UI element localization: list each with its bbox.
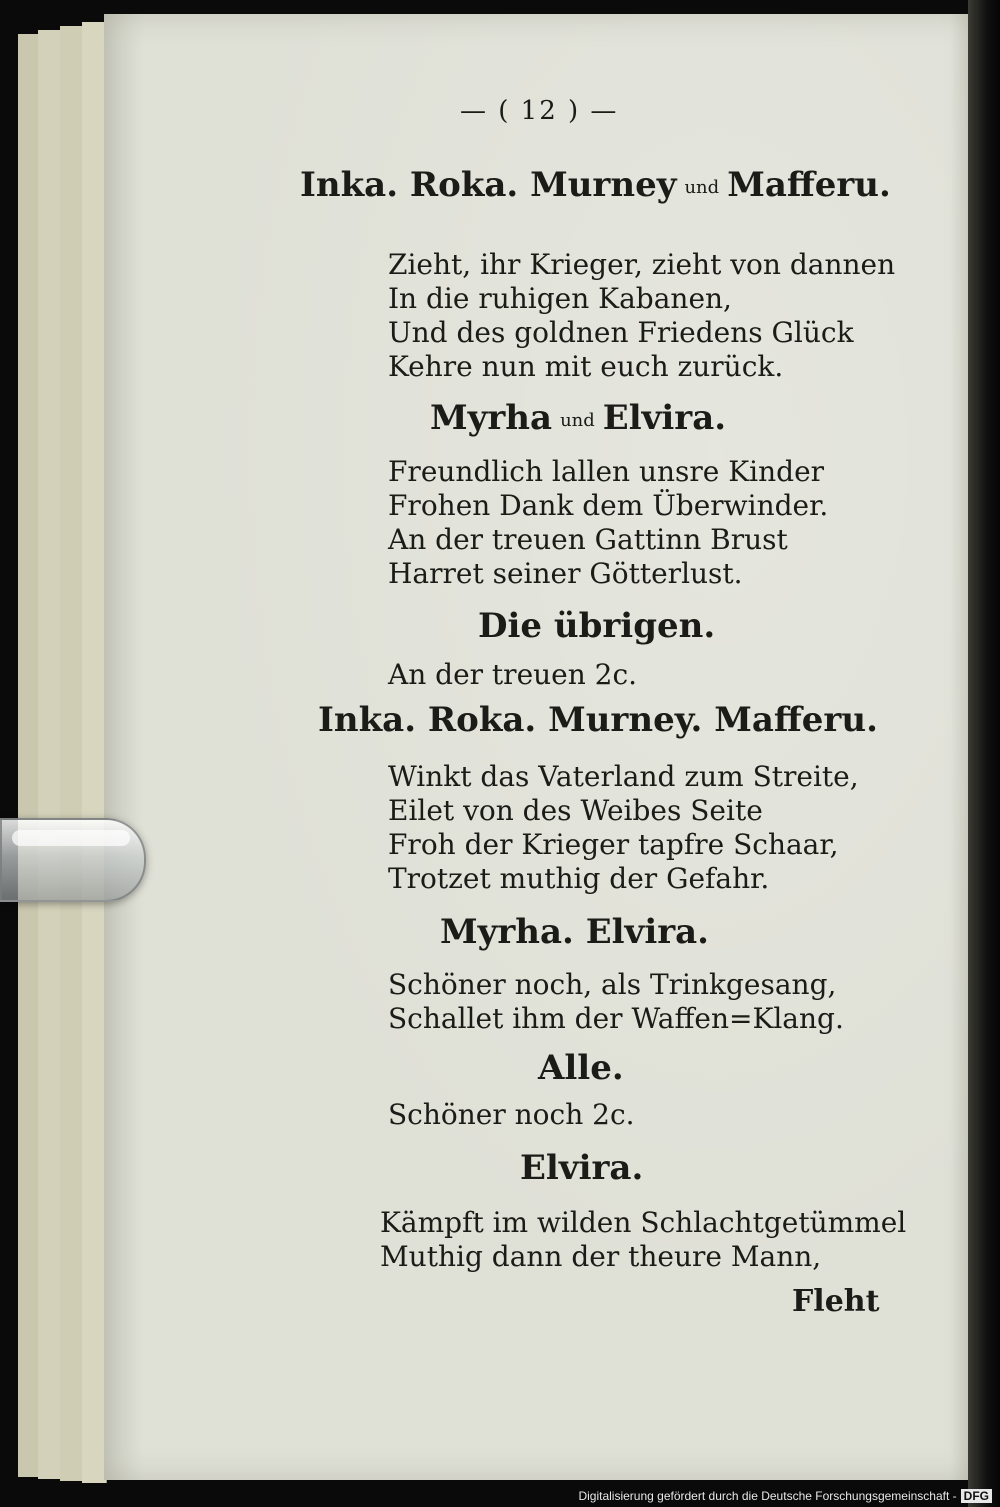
speaker-names: Myrha. Elvira. [440, 912, 710, 952]
speaker-heading [538, 1048, 624, 1088]
verse-line: Schöner noch 2c. [388, 1098, 635, 1131]
verse-line: Freundlich lallen unsre Kinder [388, 455, 825, 488]
speaker-names: Myrha [430, 398, 553, 438]
speaker-heading [430, 398, 726, 438]
speaker-heading [520, 1148, 643, 1188]
page-number: — ( 12 ) — [460, 96, 619, 126]
footer-credit [578, 1489, 992, 1503]
verse-line: Schallet ihm der Waffen=Klang. [388, 1002, 844, 1035]
speaker-heading [440, 912, 709, 952]
speaker-heading [478, 606, 715, 646]
verse-stanza [388, 455, 828, 591]
verse-line: In die ruhigen Kabanen, [388, 282, 732, 315]
verse-stanza [388, 1098, 635, 1132]
verse-stanza [388, 248, 895, 384]
verse-line: Eilet von des Weibes Seite [388, 794, 763, 827]
verse-line: Frohen Dank dem Überwinder. [388, 489, 829, 522]
verse-line: Harret seiner Götterlust. [388, 557, 743, 590]
speaker-names: Alle. [538, 1048, 624, 1088]
verse-line: Schöner noch, als Trinkgesang, [388, 968, 837, 1001]
dfg-logo: DFG [961, 1489, 992, 1503]
speaker-conjunction: und [560, 409, 595, 431]
verse-line: Muthig dann der theure Mann, [380, 1240, 822, 1273]
speaker-names: Inka. Roka. Murney. Mafferu. [318, 700, 878, 740]
page-edge [18, 34, 39, 1477]
speaker-conjunction: und [684, 176, 720, 198]
verse-line: Zieht, ihr Krieger, zieht von dannen [388, 248, 896, 281]
verse-line: An der treuen 2c. [388, 658, 638, 691]
speaker-names: Inka. Roka. Murney [300, 165, 677, 205]
page-edge [38, 30, 61, 1479]
speaker-names: Die übrigen. [478, 606, 716, 646]
verse-line: Kehre nun mit euch zurück. [388, 350, 784, 383]
verse-line: Froh der Krieger tapfre Schaar, [388, 828, 839, 861]
speaker-names: Elvira. [520, 1148, 644, 1188]
catchword: Fleht [792, 1284, 880, 1319]
verse-stanza [388, 658, 637, 692]
footer-credit-text: Digitalisierung gefördert durch die Deutsche Forschungsgemeinschaft - [578, 1489, 957, 1503]
verse-stanza [388, 760, 859, 896]
verse-line: Kämpft im wilden Schlachtgetümmel [380, 1206, 907, 1239]
verse-line: Winkt das Vaterland zum Streite, [388, 760, 859, 793]
speaker-heading [300, 165, 891, 205]
speaker-heading [318, 700, 878, 740]
page-edge [60, 26, 83, 1481]
speaker-names: Mafferu. [727, 165, 891, 205]
verse-line: Und des goldnen Friedens Glück [388, 316, 854, 349]
verse-line: An der treuen Gattinn Brust [388, 523, 788, 556]
speaker-names: Elvira. [602, 398, 727, 438]
verse-line: Trotzet muthig der Gefahr. [388, 862, 770, 895]
verse-stanza [388, 968, 844, 1036]
gutter-shadow [968, 0, 1000, 1507]
page-clip [0, 818, 146, 902]
verse-stanza [380, 1206, 906, 1274]
